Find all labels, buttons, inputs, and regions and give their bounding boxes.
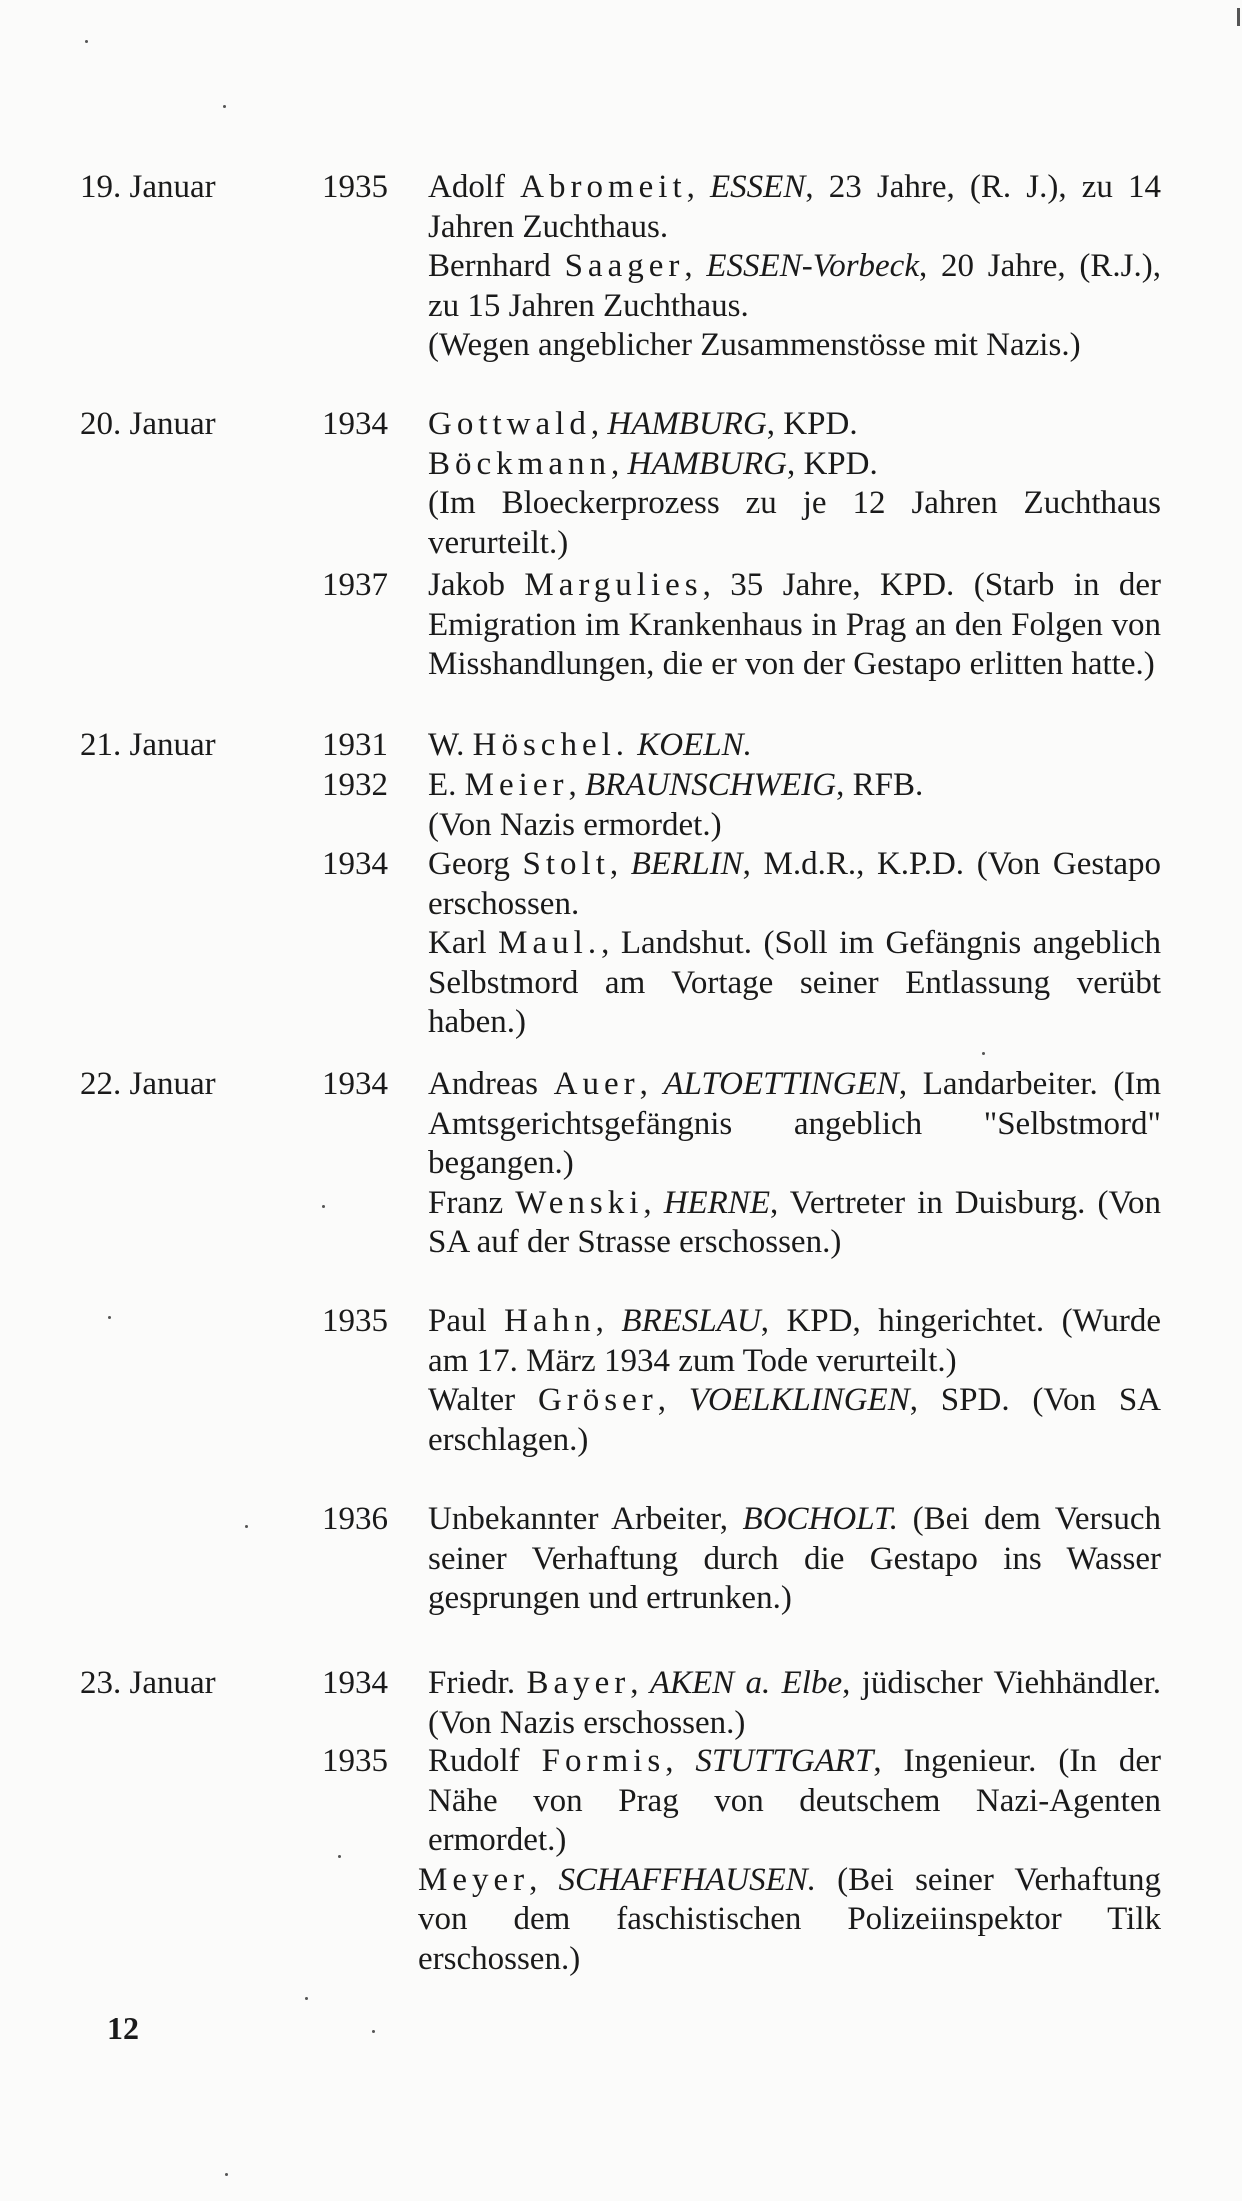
victim-place: ESSEN [710, 169, 806, 205]
victim-details: , 35 Jahre, KPD. (Starb in der Emigration im Krankenhaus in Prag an den Folgen von Misshandlungen, die er von der Gestapo erlitten hatte.) [428, 567, 1162, 682]
victim-place: VOELKLINGEN [688, 1382, 910, 1418]
victim-record: Rudolf Formis, STUTTGART, Ingenieur. (In der Nähe von Prag von deutschem Nazi-Agenten ermordet.) [428, 1743, 1161, 1858]
victim-details: , 23 Jahre, (R. J.), zu 14 Jahren Zuchthaus. [428, 169, 1162, 245]
entry-date [80, 1664, 388, 1703]
scan-speck [372, 2030, 375, 2033]
victim-surname: Gröser [537, 1382, 658, 1418]
scan-speck [305, 1997, 308, 2000]
victim-record: Georg Stolt, BERLIN, M.d.R., K.P.D. (Von Gestapo erschossen. [428, 846, 1162, 922]
victim-surname: Abromeit [520, 169, 687, 205]
victim-name: Paul [428, 1303, 487, 1339]
entry-date [80, 1302, 388, 1341]
entry-text [428, 405, 1161, 563]
entry-text [428, 1302, 1161, 1460]
entry-date [80, 845, 388, 884]
victim-surname: Bayer [526, 1665, 631, 1701]
victim-name: Georg [428, 846, 510, 882]
victim-record: Böckmann, HAMBURG, KPD. [428, 445, 878, 482]
victim-details: (Bei seiner Verhaftung von dem faschistischen Polizeiinspektor Tilk erschossen.) [418, 1861, 1161, 1977]
scan-speck [223, 105, 226, 108]
scan-speck [982, 1052, 985, 1055]
victim-record: Franz Wenski, HERNE, Vertreter in Duisburg. (Von SA auf der Strasse erschossen.) [428, 1184, 1162, 1260]
victim-record: Gottwald, HAMBURG, KPD. [428, 406, 858, 442]
date-year: 1934 [322, 1665, 388, 1701]
entry-date [80, 566, 388, 605]
entry-text [428, 566, 1161, 685]
scan-speck [1237, 8, 1240, 26]
victim-surname: Stolt [522, 846, 610, 882]
victim-name: Walter [428, 1382, 516, 1418]
victim-place: ALTOETTINGEN [663, 1066, 899, 1102]
victim-surname: Margulies [524, 567, 703, 603]
entry-text [428, 1065, 1161, 1263]
victim-record [428, 726, 1161, 766]
scan-speck [108, 1316, 111, 1319]
victim-name: Friedr. [428, 1665, 516, 1701]
victim-name: Bernhard [428, 248, 551, 284]
entry-date [80, 726, 388, 765]
victim-name: Karl [428, 925, 487, 961]
entry-date [80, 1742, 388, 1781]
entry-note: (Wegen angeblicher Zusammenstösse mit Nazis.) [428, 327, 1081, 363]
date-year: 1932 [322, 767, 388, 803]
entry-text [428, 726, 1161, 766]
scan-speck [322, 1205, 325, 1208]
date-year: 1936 [322, 1501, 388, 1537]
date-year: 1931 [322, 727, 388, 763]
victim-surname: Formis [541, 1743, 666, 1779]
entry-text [428, 1664, 1161, 1743]
victim-details: , Ingenieur. (In der Nähe von Prag von deutschem Nazi-Agenten ermordet.) [428, 1743, 1161, 1858]
victim-name: Rudolf [428, 1743, 520, 1779]
victim-record: Meyer, SCHAFFHAUSEN. (Bei seiner Verhaftung von dem faschistischen Polizeiinspektor Tilk erschossen.) [418, 1861, 1161, 1977]
entry-note: (Im Bloeckerprozess zu je 12 Jahren Zuchthaus verurteilt.) [428, 485, 1161, 561]
victim-details: , Landarbeiter. (Im Amtsgerichtsgefängnis angeblich "Selbstmord" begangen.) [428, 1066, 1162, 1181]
victim-name: E. [428, 767, 457, 803]
entry-note: (Von Nazis ermordet.) [428, 806, 722, 843]
victim-record: Walter Gröser, VOELKLINGEN, SPD. (Von SA erschlagen.) [428, 1382, 1161, 1458]
victim-details: , Vertreter in Duisburg. (Von SA auf der Strasse erschossen.) [428, 1184, 1162, 1260]
victim-record: Paul Hahn, BRESLAU, KPD, hingerichtet. (Wurde am 17. März 1934 zum Tode verurteilt.) [428, 1303, 1162, 1379]
victim-surname: Böckmann [428, 445, 611, 482]
date-day-month: 19. Januar [80, 169, 216, 205]
date-year: 1934 [322, 846, 388, 882]
victim-name: Jakob [428, 567, 505, 603]
date-year: 1937 [322, 567, 388, 603]
date-year: 1935 [322, 169, 388, 205]
victim-place: BRESLAU [621, 1303, 761, 1339]
victim-surname: Gottwald [428, 406, 591, 442]
victim-place: BOCHOLT. [742, 1501, 899, 1537]
victim-details: (Bei dem Versuch seiner Verhaftung durch die Gestapo ins Wasser gesprungen und ertrunken.) [428, 1501, 1161, 1616]
victim-record: E. Meier, BRAUNSCHWEIG, RFB. [428, 767, 924, 803]
victim-record [428, 566, 1161, 685]
victim-surname: Meier [464, 767, 569, 803]
victim-details: , SPD. (Von SA erschlagen.) [428, 1382, 1161, 1458]
entry-date [80, 766, 388, 805]
victim-name: Andreas [428, 1066, 538, 1102]
victim-place: HAMBURG [607, 406, 767, 442]
victim-record: Adolf Abromeit, ESSEN, 23 Jahre, (R. J.), zu 14 Jahren Zuchthaus. [428, 169, 1162, 245]
victim-name: Unbekannter Arbeiter, [428, 1501, 729, 1537]
date-day-month: 21. Januar [80, 727, 216, 763]
victim-place: HAMBURG [627, 445, 787, 482]
victim-surname: Auer [553, 1066, 640, 1102]
victim-details: , KPD. [766, 406, 858, 442]
victim-name: Franz [428, 1184, 504, 1221]
date-year: 1935 [322, 1303, 388, 1339]
victim-place: ESSEN-Vorbeck [706, 248, 919, 284]
date-year: 1934 [322, 1066, 388, 1102]
victim-details: , KPD. [786, 445, 878, 482]
date-day-month: 23. Januar [80, 1665, 216, 1701]
victim-surname: Wenski [515, 1184, 644, 1221]
victim-place: HERNE [663, 1184, 771, 1221]
victim-place: STUTTGART [695, 1743, 874, 1779]
entry-date [80, 1065, 388, 1104]
victim-details: , jüdischer Viehhändler. (Von Nazis erschossen.) [428, 1665, 1162, 1741]
victim-surname: Höschel. [472, 727, 630, 763]
date-year: 1935 [322, 1743, 388, 1779]
victim-details: , M.d.R., K.P.D. (Von Gestapo erschossen. [428, 846, 1162, 922]
entry-text [418, 1742, 1161, 1979]
victim-record: Friedr. Bayer, AKEN a. Elbe, jüdischer Viehhändler. (Von Nazis erschossen.) [428, 1665, 1162, 1741]
scan-speck [245, 1525, 248, 1528]
victim-name: W. [428, 727, 465, 763]
victim-details: , Landshut. (Soll im Gefängnis angeblich Selbstmord am Vortage seiner Entlassung verübt haben.) [428, 925, 1161, 1040]
page-number: 12 [107, 2010, 139, 2046]
victim-place: KOELN. [637, 727, 752, 763]
victim-details: , KPD, hingerichtet. (Wurde am 17. März 1934 zum Tode verurteilt.) [428, 1303, 1162, 1379]
victim-name: Adolf [428, 169, 505, 205]
victim-details: , 20 Jahre, (R.J.), zu 15 Jahren Zuchthaus. [428, 248, 1161, 324]
scan-speck [338, 1855, 341, 1858]
victim-place: BERLIN [630, 846, 743, 882]
entry-text [428, 766, 1161, 845]
victim-place: BRAUNSCHWEIG [584, 767, 837, 803]
victim-surname: Maul. [498, 925, 602, 961]
victim-record: Bernhard Saager, ESSEN-Vorbeck, 20 Jahre, (R.J.), zu 15 Jahren Zuchthaus. [428, 248, 1161, 324]
victim-surname: Meyer [418, 1861, 530, 1898]
date-day-month: 22. Januar [80, 1066, 216, 1102]
victim-surname: Hahn [504, 1303, 596, 1339]
victim-surname: Saager [564, 248, 685, 284]
victim-record [428, 1500, 1161, 1619]
entry-text [428, 1500, 1161, 1619]
entry-date [80, 1500, 388, 1539]
date-day-month: 20. Januar [80, 406, 216, 442]
entry-text [428, 845, 1161, 1043]
scan-speck [225, 2173, 228, 2176]
victim-details: , RFB. [836, 767, 924, 803]
entry-date [80, 168, 388, 207]
entry-date [80, 405, 388, 444]
victim-record [428, 924, 1161, 1043]
scan-speck [85, 40, 88, 43]
entry-text [428, 168, 1161, 366]
victim-record: Andreas Auer, ALTOETTINGEN, Landarbeiter. (Im Amtsgerichtsgefängnis angeblich "Selbstmord" begangen.) [428, 1066, 1162, 1181]
victim-place: AKEN a. Elbe [649, 1665, 843, 1701]
victim-place: SCHAFFHAUSEN. [558, 1861, 817, 1898]
date-year: 1934 [322, 406, 388, 442]
